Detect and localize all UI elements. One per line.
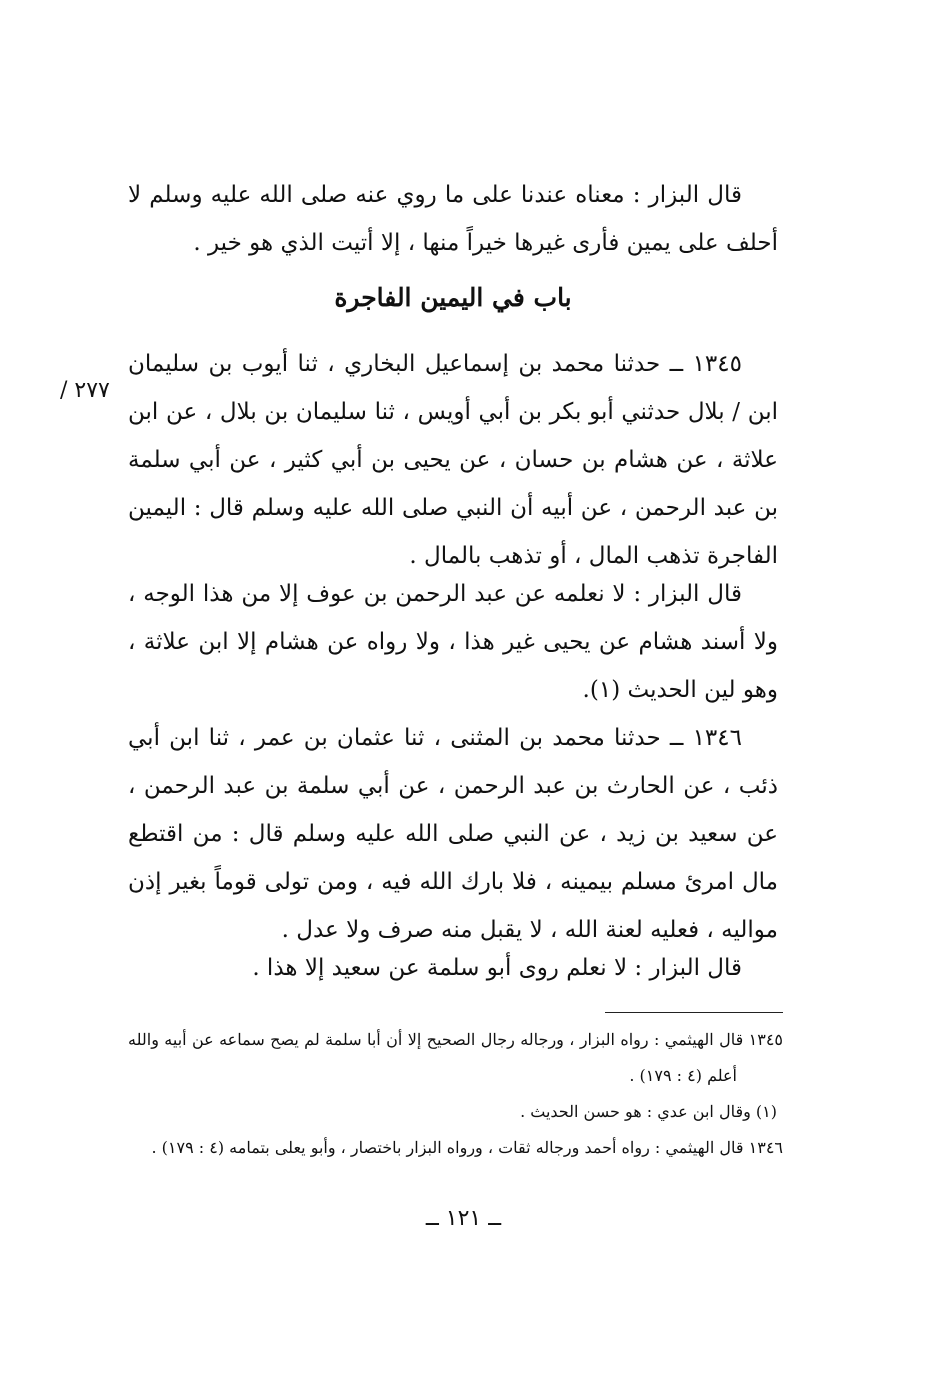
- page-number: ــ ١٢١ ــ: [425, 1206, 502, 1231]
- hadith-1346: ١٣٤٦ ــ حدثنا محمد بن المثنى ، ثنا عثمان بن عمر ، ثنا ابن أبي ذئب ، عن الحارث بن عبد الرحمن ، عن أبي سلمة بن عبد الرحمن ، عن سعيد بن زيد ، عن النبي صلى الله عليه وسلم قال : من اقتطع مال امرئ مسلم بيمينه ، فلا بارك الله فيه ، ومن تولى قوماً بغير إذن مواليه ، فعليه لعنة الله ، لا يقبل منه صرف ولا عدل .: [128, 725, 778, 943]
- hadith-1346-block: [128, 714, 778, 954]
- margin-page-reference: ٢٧٧ /: [60, 378, 110, 403]
- hadith-1345-block: [128, 340, 778, 580]
- paragraph-bazzar-note: قال البزار : معناه عندنا على ما روي عنه صلى الله عليه وسلم لا أحلف على يمين فأرى غيرها خيراً منها ، إلا أتيت الذي هو خير .: [128, 182, 778, 256]
- intro-paragraph-block: [128, 171, 778, 267]
- footnote-ref-1: (١) وقال ابن عدي : هو حسن الحديث .: [520, 1102, 777, 1121]
- bazzar-comment-1346-block: [128, 944, 778, 992]
- hadith-1345: ١٣٤٥ ــ حدثنا محمد بن إسماعيل البخاري ، ثنا أيوب بن سليمان ابن / بلال حدثني أبو بكر بن أبي أويس ، ثنا سليمان بن بلال ، عن ابن علاثة ، عن هشام بن حسان ، عن يحيى بن أبي كثير ، عن أبي سلمة بن عبد الرحمن ، عن أبيه أن النبي صلى الله عليه وسلم قال : اليمين الفاجرة تذهب المال ، أو تذهب بالمال .: [128, 351, 778, 569]
- chapter-heading: باب في اليمين الفاجرة: [334, 283, 572, 312]
- bazzar-comment-1345: قال البزار : لا نعلمه عن عبد الرحمن بن عوف إلا من هذا الوجه ، ولا أسند هشام عن يحيى غير هذا ، ولا رواه عن هشام إلا ابن علاثة ، وهو لين الحديث (١).: [128, 581, 778, 703]
- footnote-divider: [605, 1012, 783, 1013]
- footnote-1346: ١٣٤٦ قال الهيثمي : رواه أحمد ورجاله ثقات ، ورواه البزار باختصار ، وأبو يعلى بتمامه (٤ : ١٧٩) .: [151, 1138, 783, 1157]
- footnote-1345: ١٣٤٥ قال الهيثمي : رواه البزار ، ورجاله رجال الصحيح إلا أن أبا سلمة لم يصح سماعه عن أبيه والله أعلم (٤ : ١٧٩) .: [128, 1030, 783, 1085]
- footnotes: [128, 1022, 783, 1166]
- bazzar-comment-1345-block: [128, 570, 778, 714]
- bazzar-comment-1346: قال البزار : لا نعلم روى أبو سلمة عن سعيد إلا هذا .: [252, 955, 742, 981]
